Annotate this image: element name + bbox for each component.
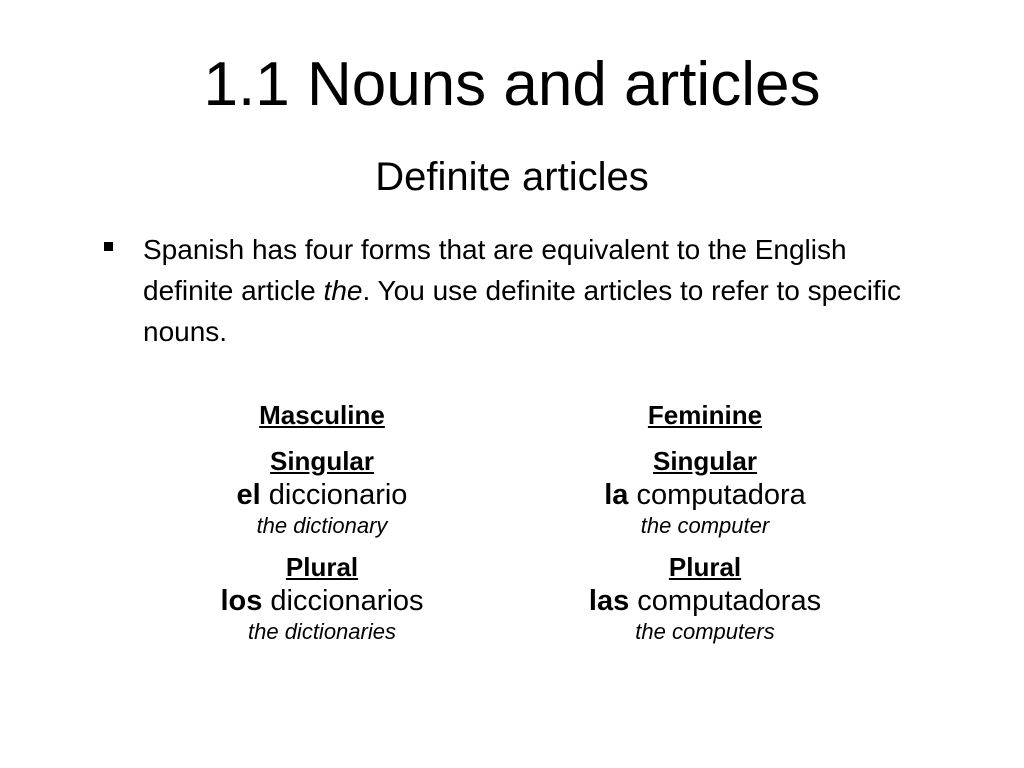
feminine-singular-gloss: the computer: [640, 513, 770, 538]
feminine-plural-gloss: the computers: [635, 619, 775, 644]
feminine-plural-noun-line: [515, 583, 895, 619]
feminine-plural-label: Plural: [668, 552, 742, 582]
bullet-italic-word: the: [323, 275, 363, 306]
slide-title: 1.1 Nouns and articles: [203, 50, 821, 119]
masculine-singular-noun: diccionario: [268, 479, 408, 511]
masculine-singular-label: Singular: [269, 446, 374, 476]
feminine-singular-noun-line: [515, 477, 895, 513]
masculine-plural-article: los: [220, 585, 263, 617]
feminine-column: [515, 397, 895, 657]
feminine-heading: Feminine: [647, 400, 763, 430]
bullet-text-after: . You use definite articles to refer to specific nouns.: [143, 275, 902, 347]
feminine-plural-group: [515, 551, 895, 645]
masculine-singular-noun-line: [132, 477, 512, 513]
feminine-singular-label: Singular: [652, 446, 757, 476]
bullet-text: [143, 229, 933, 352]
bullet-text-before: Spanish has four forms that are equivalent to the English definite article: [143, 234, 847, 306]
slide-subtitle: Definite articles: [375, 155, 649, 199]
masculine-plural-noun-line: [132, 583, 512, 619]
feminine-singular-article: la: [604, 479, 629, 511]
masculine-heading: Masculine: [259, 400, 385, 430]
feminine-singular-noun: computadora: [636, 479, 806, 511]
masculine-singular-group: [132, 445, 512, 539]
masculine-column: [132, 397, 512, 657]
masculine-plural-label: Plural: [285, 552, 359, 582]
feminine-plural-article: las: [588, 585, 630, 617]
masculine-singular-article: el: [236, 479, 261, 511]
masculine-plural-gloss: the dictionaries: [248, 619, 396, 644]
feminine-singular-group: [515, 445, 895, 539]
feminine-plural-noun: computadoras: [637, 585, 822, 617]
masculine-plural-noun: diccionarios: [270, 585, 424, 617]
square-bullet-icon: [104, 242, 113, 251]
masculine-singular-gloss: the dictionary: [256, 513, 388, 538]
masculine-plural-group: [132, 551, 512, 645]
